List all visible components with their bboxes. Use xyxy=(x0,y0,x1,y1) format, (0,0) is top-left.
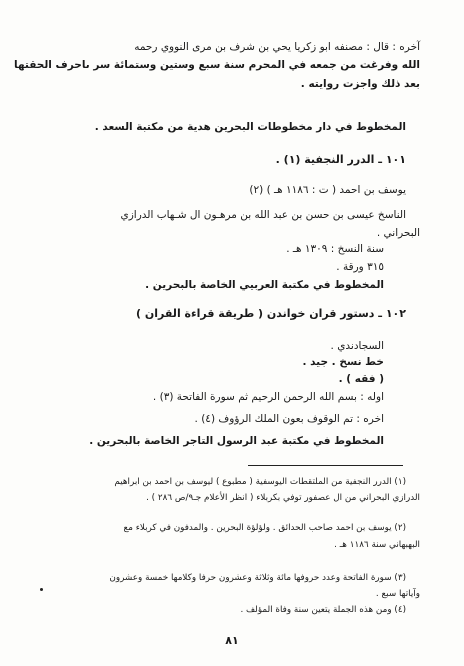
entry-102-author: السجادندي . xyxy=(330,340,384,352)
entry-102-script: خط نسخ . جيد . xyxy=(302,356,384,368)
footnote-2-line-2: البهبهاني سنة ١١٨٦ هـ . xyxy=(334,540,420,550)
footnote-3-line-1: (٣) سورة الفاتحة وعدد حروفها مائة وثلاثة وعشرون حرفا وكلامها خمسة وعشرون xyxy=(109,573,406,583)
library-note: المخطوط في دار مخطوطات البحرين هدية من مكتبة السعد . xyxy=(94,121,406,133)
top-paragraph-line-3: بعد ذلك واجزت روايته . xyxy=(300,78,420,90)
footnote-1-line-2: الدرازي البحراني من ال عصفور توفي بكربلاء ( انظر الأعلام جـ٩/ص ٢٨٦ ) . xyxy=(146,493,420,503)
entry-101-author: يوسف بن احمد ( ت : ١١٨٦ هـ ) (٢) xyxy=(249,184,406,196)
footnote-1-line-1: (١) الدرر النجفية من الملتقطات اليوسفية ( مطبوع ) ليوسف بن احمد بن ابراهيم xyxy=(114,477,406,487)
entry-102-title: ١٠٢ ـ دستور قران خواندن ( طريقة قراءة القران ) xyxy=(136,307,406,320)
entry-101-title: ١٠١ ـ الدرر النجفية (١) . xyxy=(275,153,406,166)
footnote-4: (٤) ومن هذه الجملة يتعين سنة وفاة المؤلف . xyxy=(240,605,406,615)
top-paragraph-line-2: الله وفرغت من جمعه في المحرم سنة سبع وستين وستمائة سر ىاحرف الحقتها xyxy=(14,59,420,71)
page-number: ٨١ xyxy=(225,634,239,647)
footnote-3-line-2: وآياتها سبع . xyxy=(375,589,420,599)
entry-102-location: المخطوط في مكتبة عبد الرسول التاجر الخاصة بالبحرين . xyxy=(89,435,384,447)
footnote-2-line-1: (٢) يوسف بن احمد صاحب الحدائق . ولؤلؤة البحرين . والمدفون في كربلاء مع xyxy=(123,523,406,533)
footnote-divider xyxy=(248,465,403,466)
entry-102-ending: اخره : تم الوقوف بعون الملك الرؤوف (٤) . xyxy=(194,413,384,425)
entry-101-copyist-line-2: البحراني . xyxy=(376,227,420,239)
entry-102-opening: اوله : بسم الله الرحمن الرحيم ثم سورة الفاتحة (٣) . xyxy=(152,391,384,403)
ink-dot xyxy=(40,588,43,591)
entry-102-subject: ( فقه ) . xyxy=(338,373,384,385)
entry-101-leaves: ٣١٥ ورقة . xyxy=(336,261,384,273)
top-paragraph-line-1: آخره : قال : مصنفه ابو زكريا يحي بن شرف بن مرى النووي رحمه xyxy=(134,41,420,53)
entry-101-date: سنة النسخ : ١٣٠٩ هـ . xyxy=(286,243,384,255)
entry-101-copyist-line-1: الناسخ عيسى بن حسن بن عبد الله بن مرهـون ال شـهاب الدرازي xyxy=(120,209,406,221)
entry-101-location: المخطوط في مكتبة العربيي الخاصة بالبحرين . xyxy=(145,279,384,291)
